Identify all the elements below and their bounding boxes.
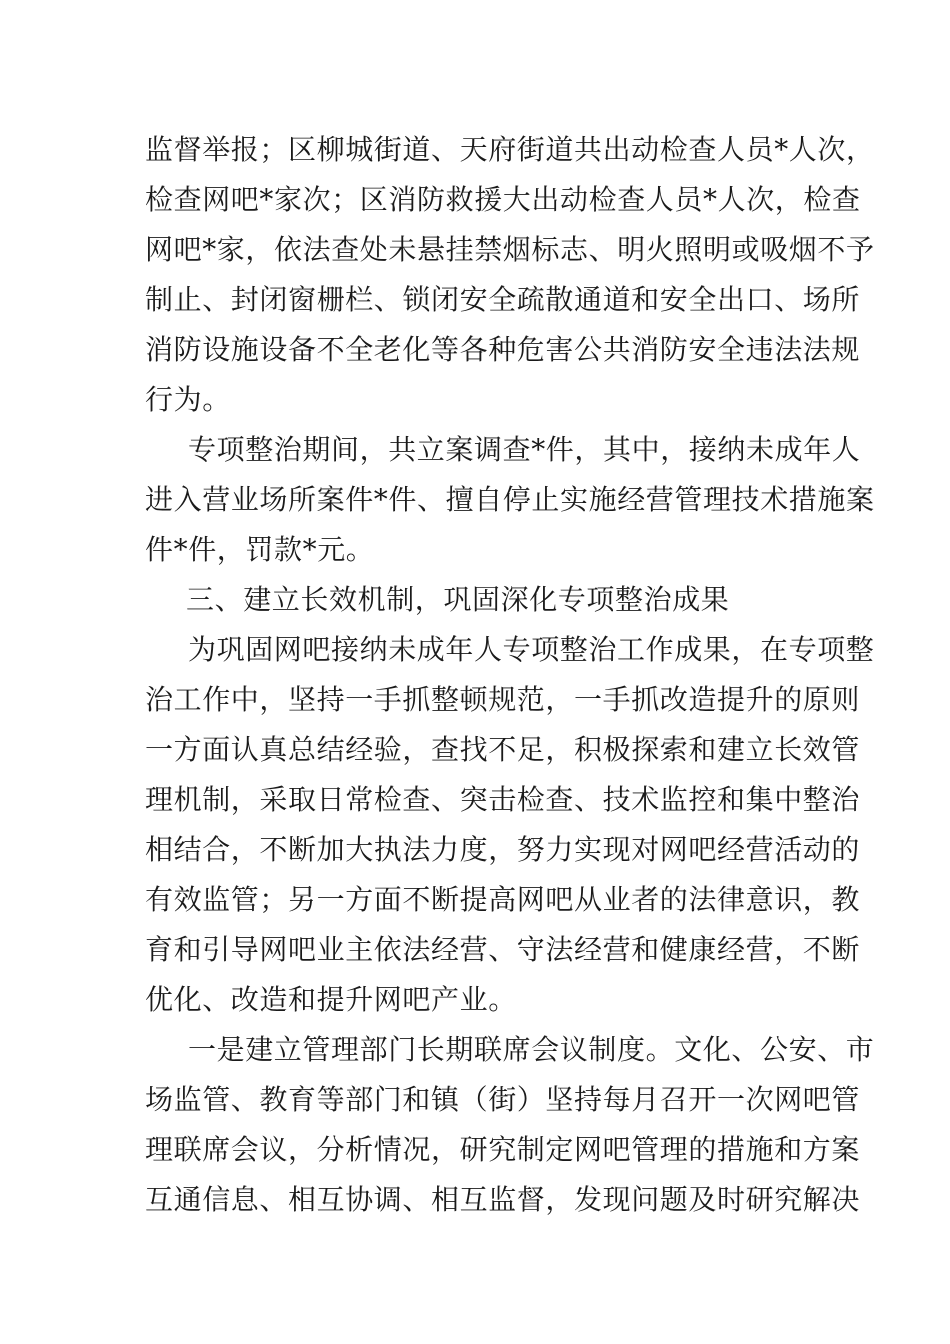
text-line: 理联席会议，分析情况，研究制定网吧管理的措施和方案 (145, 1133, 861, 1166)
text-line: 有效监管；另一方面不断提高网吧从业者的法律意识，教 (145, 883, 861, 916)
text-line: 网吧*家，依法查处未悬挂禁烟标志、明火照明或吸烟不予 (145, 233, 875, 266)
text-line: 制止、封闭窗栅栏、锁闭安全疏散通道和安全出口、场所 (145, 283, 861, 316)
paragraph-first-line: 一是建立管理部门长期联席会议制度。文化、公安、市 (188, 1033, 875, 1066)
text-line: 行为。 (145, 383, 231, 416)
text-line: 检查网吧*家次；区消防救援大出动检查人员*人次，检查 (145, 183, 861, 216)
text-line: 优化、改造和提升网吧产业。 (145, 983, 517, 1016)
paragraph-first-line: 为巩固网吧接纳未成年人专项整治工作成果，在专项整 (188, 633, 875, 666)
text-line: 理机制，采取日常检查、突击检查、技术监控和集中整治 (145, 783, 861, 816)
text-line: 场监管、教育等部门和镇（街）坚持每月召开一次网吧管 (145, 1083, 861, 1116)
text-line: 消防设施设备不全老化等各种危害公共消防安全违法法规 (145, 333, 861, 366)
text-line: 件*件，罚款*元。 (145, 533, 375, 566)
text-line: 互通信息、相互协调、相互监督，发现问题及时研究解决 (145, 1183, 861, 1216)
section-heading: 三、建立长效机制，巩固深化专项整治成果 (186, 583, 730, 616)
text-line: 相结合，不断加大执法力度，努力实现对网吧经营活动的 (145, 833, 861, 866)
text-line: 一方面认真总结经验，查找不足，积极探索和建立长效管 (145, 733, 861, 766)
text-line: 治工作中，坚持一手抓整顿规范，一手抓改造提升的原则 (145, 683, 861, 716)
text-line: 育和引导网吧业主依法经营、守法经营和健康经营，不断 (145, 933, 861, 966)
text-line: 进入营业场所案件*件、擅自停止实施经营管理技术措施案 (145, 483, 875, 516)
text-line: 监督举报；区柳城街道、天府街道共出动检查人员*人次， (145, 133, 875, 166)
paragraph-first-line: 专项整治期间，共立案调查*件，其中，接纳未成年人 (188, 433, 861, 466)
